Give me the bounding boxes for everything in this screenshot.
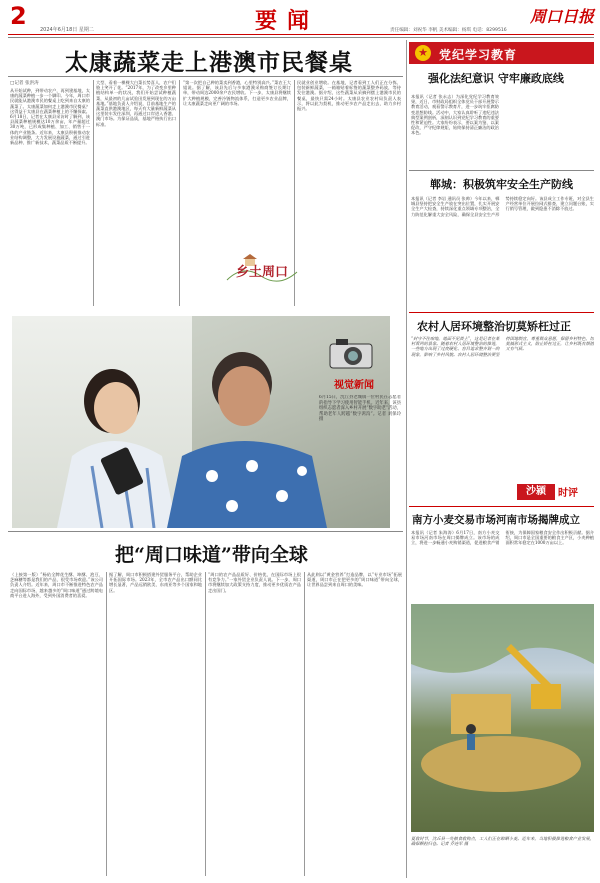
column-divider xyxy=(179,80,180,306)
party-emblem-icon: ★ xyxy=(415,45,431,61)
main-headline-rule xyxy=(8,76,403,77)
rural-article-headline: 农村人居环境整治切莫矫枉过正 xyxy=(417,320,571,333)
market-photo-wheat xyxy=(411,604,594,832)
xiangtu-zhoukou-art xyxy=(225,254,299,284)
market-article-headline: 南方小麦交易市场河南市场揭牌成立 xyxy=(412,514,580,526)
party-article1-body: 本报讯（记者 张永志）为深化党纪学习教育效果，近日，市财政局组织全体党员干部开展警示教育活动，观看警示教育片，进一步筑牢拒腐防变思想防线。活动中，大家认真聆听了违纪违法典型案例剖析，深刻认识到党纪学习教育的重要性和紧迫性。大家纷纷表示，要以案为鉴、以案促改，严守纪律规矩，始终保持清正廉洁的政治本色。 xyxy=(411,94,499,136)
masthead-logo: 周口日报 xyxy=(530,7,595,26)
shaying-tag: 沙颍 xyxy=(517,484,555,500)
shiping-tag: 时评 xyxy=(558,488,578,499)
page-date: 2024年6月18日 星期二 xyxy=(40,27,94,33)
header-rule xyxy=(8,34,594,35)
photo-caption: 6月15日，沈丘县老城镇一位村民在志愿者的指导下学习使用智能手机。近年来，该县组织志愿者深入乡村开展“数字助老”活动，帮助老年人跨越“数字鸿沟”。记者 刘保玲 摄 xyxy=(319,395,401,423)
bottom-article-col1: （上接第一版）“杨佑全牌花生酥、坤酥、泡豆、芝麻糖等都是我们的产品，很受市场欢迎。”该公司负责人介绍。近年来，周口市不断推进特色农产品走向国际市场，越来越多的“周口味道”通过跨境电商平台进入海外，受到外国消费者的喜爱。 xyxy=(10,572,103,598)
bottom-article-col4: 从此则以“黄金营养”打造品牌，以“专业市场”拓展渠道，周口市正在把更多的“周口味道”带向全球，让世界品尝到来自周口的美味。 xyxy=(307,572,402,588)
main-article-col1: 从开始试种，到带动农户，再到建基地，太康的蔬菜种植一步一个脚印。今年，周口市民就能从港澳市民的餐桌上吃到来自太康的蔬菜了。太康蔬菜如何走上港澳市民餐桌？这得益于太康县在蔬菜种植上的不懈探索。6月18日，记者在太康县采访时了解到，该县蔬菜种植规模达10万余亩，年产量超过30万吨，已形成集种植、加工、销售于一体的产业链条。近年来，太康县积极推动农业结构调整，大力发展设施蔬菜，通过引进新品种、推广新技术，蔬菜品质不断提升。 xyxy=(10,88,90,146)
right-column-divider xyxy=(406,40,407,878)
column-divider xyxy=(93,80,94,306)
market-photo-caption: 夏收时节，沈丘县一处粮食收购点，工人们正在晾晒小麦。近年来，当地积极推进粮食产业发展，确保颗粒归仓。记者 乔连军 摄 xyxy=(411,836,594,847)
zhoukou-art-label: 乡土周口 xyxy=(235,265,289,280)
section-rule xyxy=(409,506,594,507)
bottom-headline: 把“周口味道”带向全球 xyxy=(115,544,308,566)
column-divider xyxy=(205,572,206,876)
party-study-banner xyxy=(409,42,594,64)
section-rule xyxy=(409,170,594,171)
party-banner-label: 党纪学习教育 xyxy=(439,48,518,62)
party-article1-body-col2 xyxy=(504,94,594,166)
main-byline: □记者 张洪涛 xyxy=(10,81,39,86)
main-article-col4: 民就业创业增收。在基地，记者看到工人们正在分拣、包装新鲜蔬菜，一箱箱贴着标签的蔬菜整齐码放，等待发往港澳。据介绍，这些蔬菜从采摘到摆上港澳市民的餐桌，最快只需24小时。太康县农业农村局负责人表示，将以此为契机，推动更多农产品走出去，助力乡村振兴。 xyxy=(297,80,401,112)
section-rule xyxy=(409,312,594,313)
main-headline: 太康蔬菜走上港澳市民餐桌 xyxy=(65,49,353,76)
visual-news-label: 视觉新闻 xyxy=(334,380,374,391)
header-thin-rule xyxy=(8,37,594,38)
bottom-article-col2: 据了解，周口市积极搭建外贸服务平台，帮助企业开拓国际市场。2023年，全市农产品出口额同比增长显著，产品远销欧美、东南亚等多个国家和地区。 xyxy=(109,572,202,593)
bottom-headline-rule xyxy=(8,531,403,532)
editor-info: 责任编辑：刘祝华 李帆 美术编辑：杨琪 电话：8299516 xyxy=(390,28,507,33)
rural-article-body: “封守不住咱地，地面不见黄土”，这是记者在某村看到的景象。随着农村人居环境整治的推进，一些地方出现了过度硬化、盲目追求整齐划一的现象，影响了乡村风貌。农村人居环境整治要坚持因地制宜，尊重群众意愿，保留乡村特色，切莫搞形式主义，防止矫枉过正，让乡村既有颜值又有气质。 xyxy=(411,336,594,357)
column-divider xyxy=(304,572,305,876)
camera-icon xyxy=(328,336,374,370)
party-article1-headline: 强化法纪意识 守牢廉政底线 xyxy=(428,72,564,85)
market-article-body: 本报讯（记者 朱海涛）6月17日，南方小麦交易市场河南市场在周口揭牌成立。该市场的成立，将进一步畅通小麦购销渠道，促进粮食产销衔接，为保障国家粮食安全作出积极贡献。据介绍，周口市是全国重要的粮食主产区，小麦种植面积常年稳定在1000万亩以上。 xyxy=(411,530,594,546)
column-divider xyxy=(106,572,107,876)
main-article-col2: 大型、看着一棵棵大白菜长势喜人，农户们脸上笑开了花。“2017年，为了改变乡里种植结构单一的状况，我们开始尝试种植蔬菜，从最初的几亩试验田发展到现在的万亩基地。”基地负责人介绍说，目前基地生产的蔬菜直供港澳地区，每天有大量新鲜蔬菜从这里装车发往深圳，再通过口岸进入香港、澳门市场。为保证品质，基地严格执行出口标准。 xyxy=(96,80,176,127)
bottom-article-col3: “周口的农产品品质好、价格优，在国际市场上很有竞争力。”一家外贸企业负责人说。下一步，周口市将继续加大政策支持力度，推动更多优质农产品走出国门。 xyxy=(208,572,301,593)
section-title: 要闻 xyxy=(255,8,320,34)
party-article2-body: 本报讯（记者 李岩 通讯员 张帅）今年以来，郸城县坚持把安全生产放在突出位置，扎实开展安全生产大检查，持续深化重点领域专项整治，全力防范化解重大安全风险，确保全县安全生产形势持续稳定向好。该县成立工作专班，对全县生产经营单位开展拉网式排查，建立问题台账，实行销号管理，做到隐患不消除不放过。 xyxy=(411,196,594,217)
party-article2-headline: 郸城：积极筑牢安全生产防线 xyxy=(430,178,573,191)
page-number: 2 xyxy=(10,2,27,30)
main-article-col3: “第一次把自己种的菜卖到香港，心里特别高兴。”菜农王大姐说。据了解，该县先后与多家港澳采购商签订长期订单，带动周边2000余户农民增收。下一步，太康县将继续扩大种植规模，完善冷链物流体系，打造更多农业品牌，让太康蔬菜走向更广阔的市场。 xyxy=(183,80,291,106)
